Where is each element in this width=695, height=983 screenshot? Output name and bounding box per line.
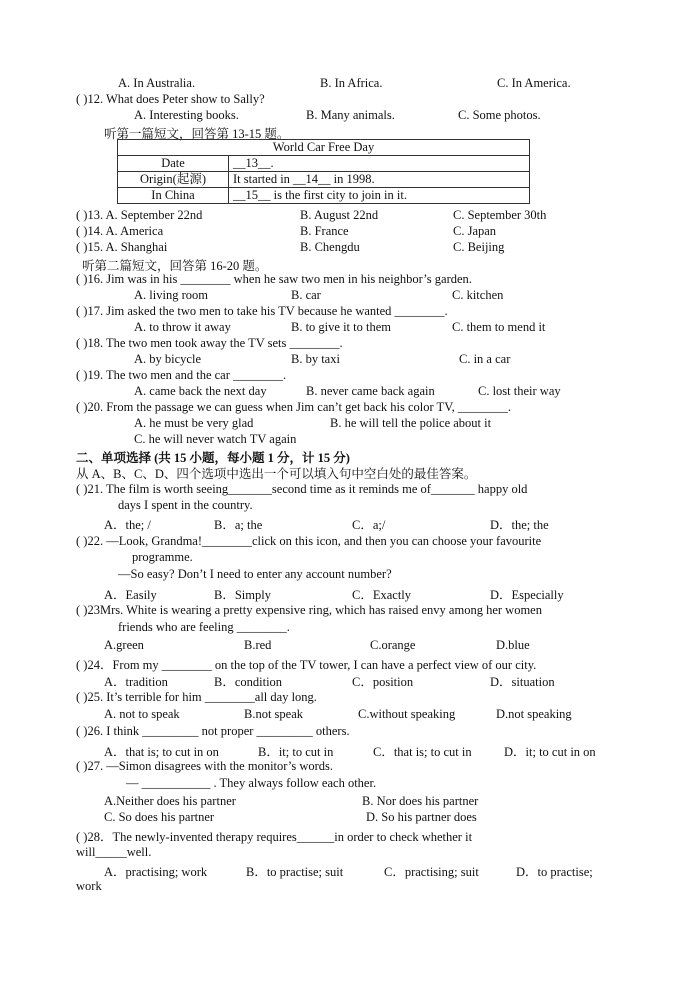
section2-title: 二、单项选择 (共 15 小题，每小题 1 分，计 15 分) [76, 451, 350, 465]
q16-option-b: B. car [291, 288, 321, 302]
q21-option-d: D．the; the [490, 518, 549, 532]
q18-option-b: B. by taxi [291, 352, 340, 366]
q13-option-b: B. August 22nd [300, 208, 379, 222]
q25-option-c: C.without speaking [358, 707, 456, 721]
q26-stem: ( )26. I think _________ not proper _________ others. [76, 724, 350, 738]
q21-stem: ( )21. The film is worth seeing_______second time as it reminds me of_______ happy old [76, 482, 528, 496]
passage2-heading: 听第二篇短文，回答第 16-20 题。 [82, 259, 268, 273]
q27-option-d: D. So his partner does [366, 810, 477, 824]
q27-response: — ___________ . They always follow each other. [126, 776, 377, 790]
q17-option-a: A. to throw it away [134, 320, 231, 334]
q19-option-a: A. came back the next day [134, 384, 267, 398]
table-label-origin: Origin(起源) [118, 172, 229, 188]
q19-option-c: C. lost their way [478, 384, 561, 398]
table-label-china: In China [118, 188, 229, 204]
q15-stem: ( )15. A. Shanghai [76, 240, 168, 254]
table-value-china: __15__ is the first city to join in it. [229, 188, 530, 204]
q26-option-a: A．that is; to cut in on [104, 745, 219, 759]
q15-option-b: B. Chengdu [300, 240, 360, 254]
q18-option-c: C. in a car [459, 352, 511, 366]
q23-option-b: B.red [244, 638, 272, 652]
q22-option-a: A．Easily [104, 588, 157, 602]
q22-option-c: C．Exactly [352, 588, 412, 602]
q11-option-c: C. In America. [497, 76, 571, 90]
q25-stem: ( )25. It’s terrible for him ________all day long. [76, 690, 317, 704]
q27-option-c: C. So does his partner [104, 810, 215, 824]
q20-option-a: A. he must be very glad [134, 416, 254, 430]
table-value-origin: It started in __14__ in 1998. [229, 172, 530, 188]
q20-option-c: C. he will never watch TV again [134, 432, 297, 446]
q22-stem: ( )22. —Look, Grandma!________click on this icon, and then you can choose your favourite [76, 534, 542, 548]
q28-stem-cont: will_____well. [76, 845, 152, 859]
q16-option-c: C. kitchen [452, 288, 504, 302]
q21-option-c: C．a;/ [352, 518, 386, 532]
q25-option-a: A. not to speak [104, 707, 180, 721]
q11-option-b: B. In Africa. [320, 76, 383, 90]
q19-stem: ( )19. The two men and the car ________. [76, 368, 287, 382]
q23-stem: ( )23Mrs. White is wearing a pretty expensive ring, which has raised envy among her women [76, 603, 542, 617]
q12-option-a: A. Interesting books. [134, 108, 239, 122]
q24-stem: ( )24．From my ________ on the top of the TV tower, I can have a perfect view of our city. [76, 658, 537, 672]
passage1-heading: 听第一篇短文，回答第 13-15 题。 [104, 127, 290, 141]
q24-option-b: B．condition [214, 675, 283, 689]
q15-option-c: C. Beijing [453, 240, 505, 254]
q16-stem: ( )16. Jim was in his ________ when he saw two men in his neighbor’s garden. [76, 272, 472, 286]
table-value-date: __13__. [229, 156, 530, 172]
q19-option-b: B. never came back again [306, 384, 435, 398]
q17-stem: ( )17. Jim asked the two men to take his TV because he wanted ________. [76, 304, 448, 318]
q12-option-b: B. Many animals. [306, 108, 395, 122]
q11-option-a: A. In Australia. [118, 76, 196, 90]
q23-option-d: D.blue [496, 638, 530, 652]
q12-stem: ( )12. What does Peter show to Sally? [76, 92, 265, 106]
q28-option-d: D．to practise; [516, 865, 593, 879]
q18-stem: ( )18. The two men took away the TV sets ________. [76, 336, 343, 350]
q26-option-d: D．it; to cut in on [504, 745, 596, 759]
world-car-free-day-table [117, 139, 530, 204]
q21-stem-cont: days I spent in the country. [118, 498, 253, 512]
q28-stem: ( )28．The newly-invented therapy requires______in order to check whether it [76, 830, 473, 844]
q26-option-c: C．that is; to cut in [373, 745, 472, 759]
q20-option-b: B. he will tell the police about it [330, 416, 492, 430]
q17-option-b: B. to give it to them [291, 320, 391, 334]
q26-option-b: B．it; to cut in [258, 745, 334, 759]
q22-option-d: D．Especially [490, 588, 564, 602]
q14-option-c: C. Japan [453, 224, 497, 238]
q27-option-b: B. Nor does his partner [362, 794, 479, 808]
q22-stem-cont: programme. [132, 550, 193, 564]
q27-option-a: A.Neither does his partner [104, 794, 236, 808]
q17-option-c: C. them to mend it [452, 320, 546, 334]
q23-option-c: C.orange [370, 638, 416, 652]
q28-option-b: B．to practise; suit [246, 865, 344, 879]
q24-option-d: D．situation [490, 675, 555, 689]
q27-stem: ( )27. —Simon disagrees with the monitor’s words. [76, 759, 334, 773]
q21-option-a: A．the; / [104, 518, 151, 532]
table-title: World Car Free Day [118, 140, 530, 156]
q12-option-c: C. Some photos. [458, 108, 541, 122]
q23-option-a: A.green [104, 638, 144, 652]
q28-option-c: C．practising; suit [384, 865, 479, 879]
section2-instruction: 从 A、B、C、D、四个选项中选出一个可以填入句中空白处的最佳答案。 [76, 467, 477, 481]
q24-option-c: C．position [352, 675, 414, 689]
q18-option-a: A. by bicycle [134, 352, 201, 366]
q14-option-b: B. France [300, 224, 349, 238]
q16-option-a: A. living room [134, 288, 208, 302]
q23-stem-cont: friends who are feeling ________. [118, 620, 290, 634]
q21-option-b: B．a; the [214, 518, 263, 532]
q13-stem: ( )13. A. September 22nd [76, 208, 203, 222]
q22-response: —So easy? Don’t I need to enter any account number? [118, 567, 392, 581]
q28-option-a: A．practising; work [104, 865, 208, 879]
q25-option-d: D.not speaking [496, 707, 572, 721]
q20-stem: ( )20. From the passage we can guess when Jim can’t get back his color TV, ________. [76, 400, 511, 414]
q25-option-b: B.not speak [244, 707, 304, 721]
q24-option-a: A．tradition [104, 675, 168, 689]
q28-option-d-cont: work [76, 879, 102, 893]
q22-option-b: B．Simply [214, 588, 271, 602]
table-label-date: Date [118, 156, 229, 172]
q14-stem: ( )14. A. America [76, 224, 164, 238]
q13-option-c: C. September 30th [453, 208, 547, 222]
